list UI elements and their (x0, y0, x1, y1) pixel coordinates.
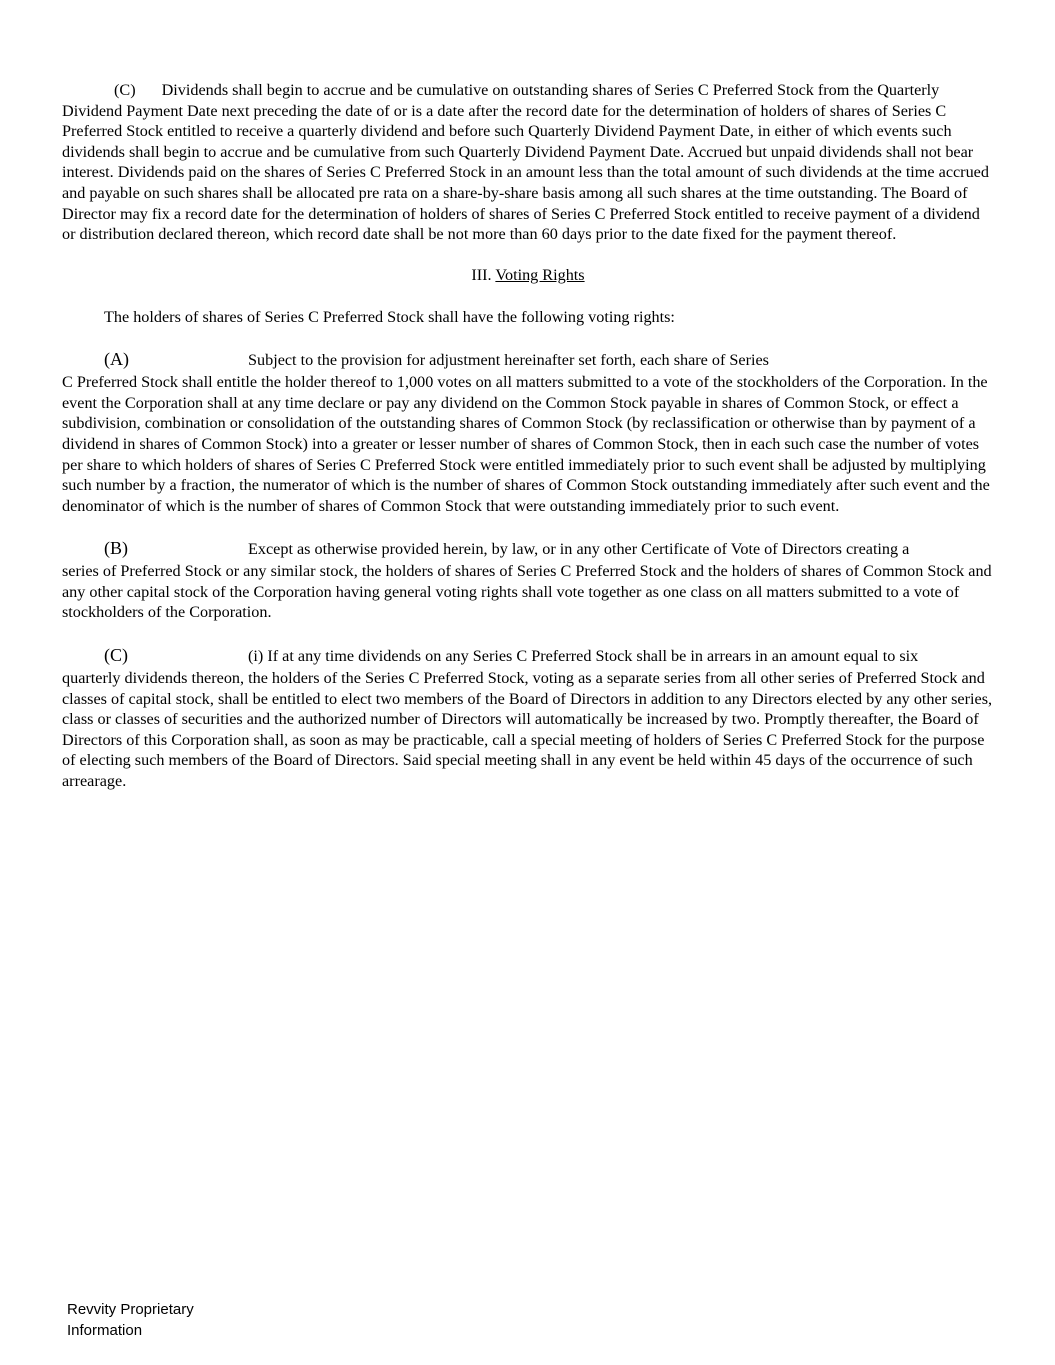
voting-item-c (62, 645, 994, 792)
footer-line: Information (67, 1322, 143, 1339)
voting-rights-intro: The holders of shares of Series C Preferred Stock shall have the following voting rights: (104, 307, 675, 326)
paragraph-dividends-accrual (62, 80, 994, 245)
footer-line: Revvity Proprietary (67, 1301, 194, 1318)
item-lead-text: Except as otherwise provided herein, by law, or in any other Certificate of Vote of Directors creating a (248, 540, 910, 559)
document-page (62, 80, 994, 792)
item-body-text: series of Preferred Stock or any similar stock, the holders of shares of Series C Preferred Stock and the holders of shares of Common Stock and any other capital stock of the Corporation having general voting rights shall vote together as one class on all matters submitted to a vote of stockholders of the Corporation. (62, 562, 992, 622)
section-title: Voting Rights (495, 266, 585, 285)
voting-item-a (62, 349, 994, 516)
footer-classification (67, 1299, 227, 1341)
item-lead-text: (i) If at any time dividends on any Series C Preferred Stock shall be in arrears in an amount equal to six (248, 647, 919, 666)
paragraph-label: (C) (114, 81, 136, 99)
item-label: (A) (104, 349, 129, 370)
paragraph-text: Dividends shall begin to accrue and be cumulative on outstanding shares of Series C Preferred Stock from the Quarterly Dividend Payment Date next preceding the date of or is a date after the record date for the determination of holders of shares of Series C Preferred Stock entitled to receive a quarterly dividend and before such Quarterly Dividend Payment Date, in either of which events such dividends shall begin to accrue and be cumulative from such Quarterly Dividend Payment Date. Accrued but unpaid dividends shall not bear interest. Dividends paid on the shares of Series C Preferred Stock in an amount less than the total amount of such dividends at the time accrued and payable on such shares shall be allocated pre rata on a share-by-share basis among all such shares at the time outstanding. The Board of Director may fix a record date for the determination of holders of shares of Series C Preferred Stock entitled to receive payment of a dividend or distribution declared thereon, which record date shall be not more than 60 days prior to the date fixed for the payment thereof. (62, 81, 989, 244)
section-number: III. (471, 266, 492, 285)
item-body-text: C Preferred Stock shall entitle the holder thereof to 1,000 votes on all matters submitted to a vote of the stockholders of the Corporation. In the event the Corporation shall at any time declare or pay any dividend on the Common Stock payable in shares of Common Stock, or effect a subdivision, combination or consolidation of the outstanding shares of Common Stock (by reclassification or otherwise than by payment of a dividend in shares of Common Stock) into a greater or lesser number of shares of Common Stock, then in each such case the number of votes per share to which holders of shares of Series C Preferred Stock were entitled immediately prior to such event shall be adjusted by multiplying such number by a fraction, the numerator of which is the number of shares of Common Stock outstanding immediately after such event and the denominator of which is the number of shares of Common Stock that were outstanding immediately prior to such event. (62, 373, 990, 515)
section-heading (62, 265, 994, 286)
item-lead-text: Subject to the provision for adjustment hereinafter set forth, each share of Series (248, 351, 769, 370)
voting-item-b (62, 538, 994, 623)
item-body-text: quarterly dividends thereon, the holders of the Series C Preferred Stock, voting as a separate series from all other series of Preferred Stock and classes of capital stock, shall be entitled to elect two members of the Board of Directors in addition to any Directors elected by any other series, class or classes of securities and the authorized number of Directors will automatically be increased by two. Promptly thereafter, the Board of Directors of this Corporation shall, as soon as may be practicable, call a special meeting of holders of Series C Preferred Stock for the purpose of electing such members of the Board of Directors. Said special meeting shall in any event be held within 45 days of the occurrence of such arrearage. (62, 669, 993, 791)
item-label: (B) (104, 538, 128, 559)
item-label: (C) (104, 645, 128, 666)
